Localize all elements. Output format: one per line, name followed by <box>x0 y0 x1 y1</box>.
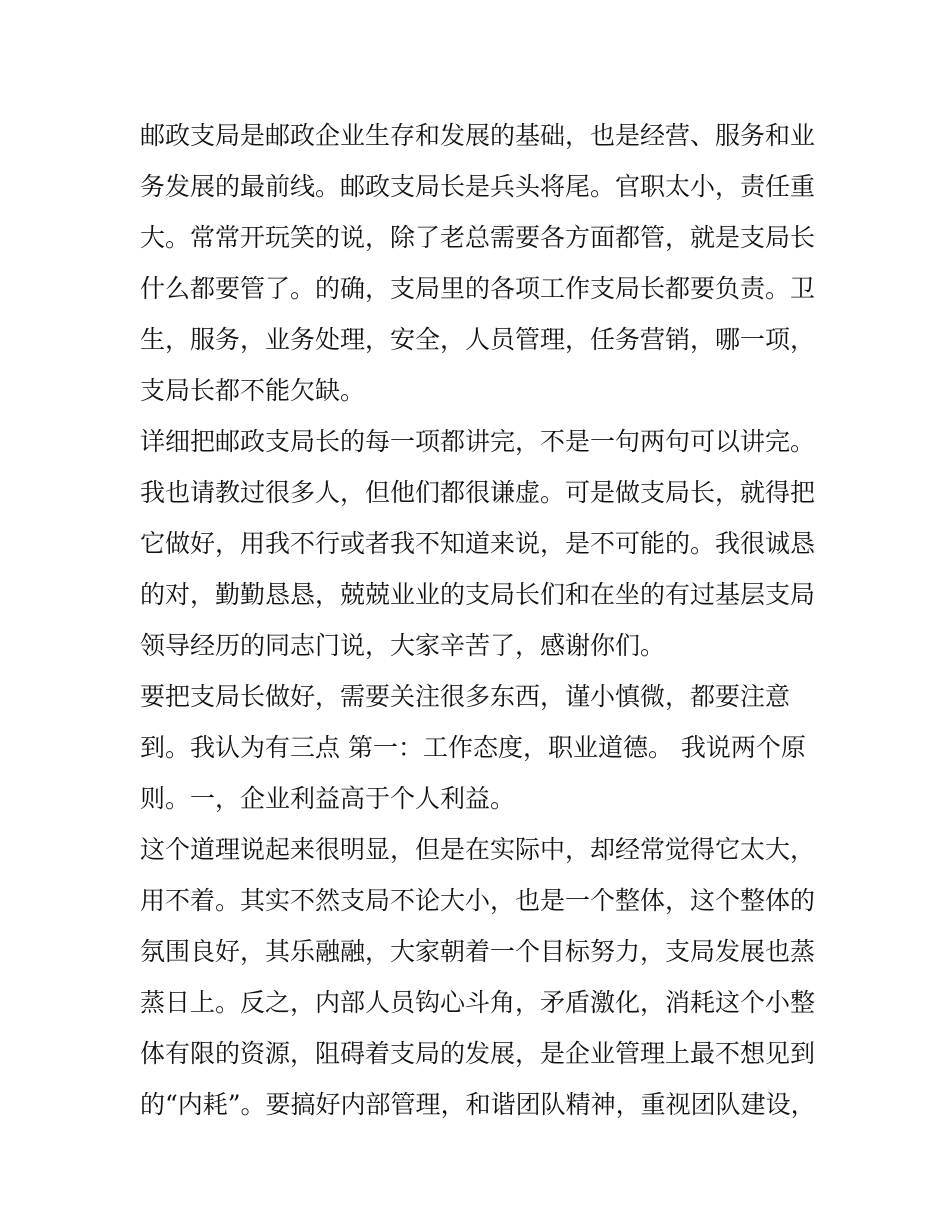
text-line: 务发展的最前线。邮政支局长是兵头将尾。官职太小，责任重 <box>140 172 816 201</box>
text-line: 用不着。其实不然支局不论大小，也是一个整体，这个整体的 <box>140 886 816 915</box>
text-line: 大。常常开玩笑的说，除了老总需要各方面都管，就是支局长 <box>140 223 816 252</box>
text-line: 体有限的资源，阻碍着支局的发展，是企业管理上最不想见到 <box>140 1039 816 1068</box>
text-line: 的对，勤勤恳恳，兢兢业业的支局长们和在坐的有过基层支局 <box>140 580 816 609</box>
text-line: 支局长都不能欠缺。 <box>140 376 366 405</box>
text-line: 氛围良好，其乐融融，大家朝着一个目标努力，支局发展也蒸 <box>140 937 816 966</box>
text-line: 邮政支局是邮政企业生存和发展的基础，也是经营、服务和业 <box>140 121 816 150</box>
text-line: 它做好，用我不行或者我不知道来说，是不可能的。我很诚恳 <box>140 529 816 558</box>
text-line: 详细把邮政支局长的每一项都讲完，不是一句两句可以讲完。 <box>140 427 816 456</box>
text-line: 这个道理说起来很明显，但是在实际中，却经常觉得它太大， <box>140 835 816 864</box>
paragraph-3 <box>140 671 820 824</box>
text-line: 什么都要管了。的确，支局里的各项工作支局长都要负责。卫 <box>140 274 816 303</box>
text-line: 的“内耗”。要搞好内部管理，和谐团队精神，重视团队建设， <box>140 1090 816 1119</box>
text-line: 则。一，企业利益高于个人利益。 <box>140 784 516 813</box>
document-body <box>140 110 820 1130</box>
text-line: 生，服务，业务处理，安全，人员管理，任务营销，哪一项， <box>140 325 816 354</box>
text-line: 我也请教过很多人，但他们都很谦虚。可是做支局长，就得把 <box>140 478 816 507</box>
text-line: 到。我认为有三点 第一：工作态度，职业道德。 我说两个原 <box>140 733 806 762</box>
text-line: 蒸日上。反之，内部人员钩心斗角，矛盾激化，消耗这个小整 <box>140 988 816 1017</box>
text-line: 领导经历的同志门说，大家辛苦了，感谢你们。 <box>140 631 666 660</box>
text-line: 要把支局长做好，需要关注很多东西，谨小慎微，都要注意 <box>140 682 791 711</box>
paragraph-4 <box>140 824 820 1130</box>
paragraph-2 <box>140 416 820 671</box>
paragraph-1 <box>140 110 820 416</box>
